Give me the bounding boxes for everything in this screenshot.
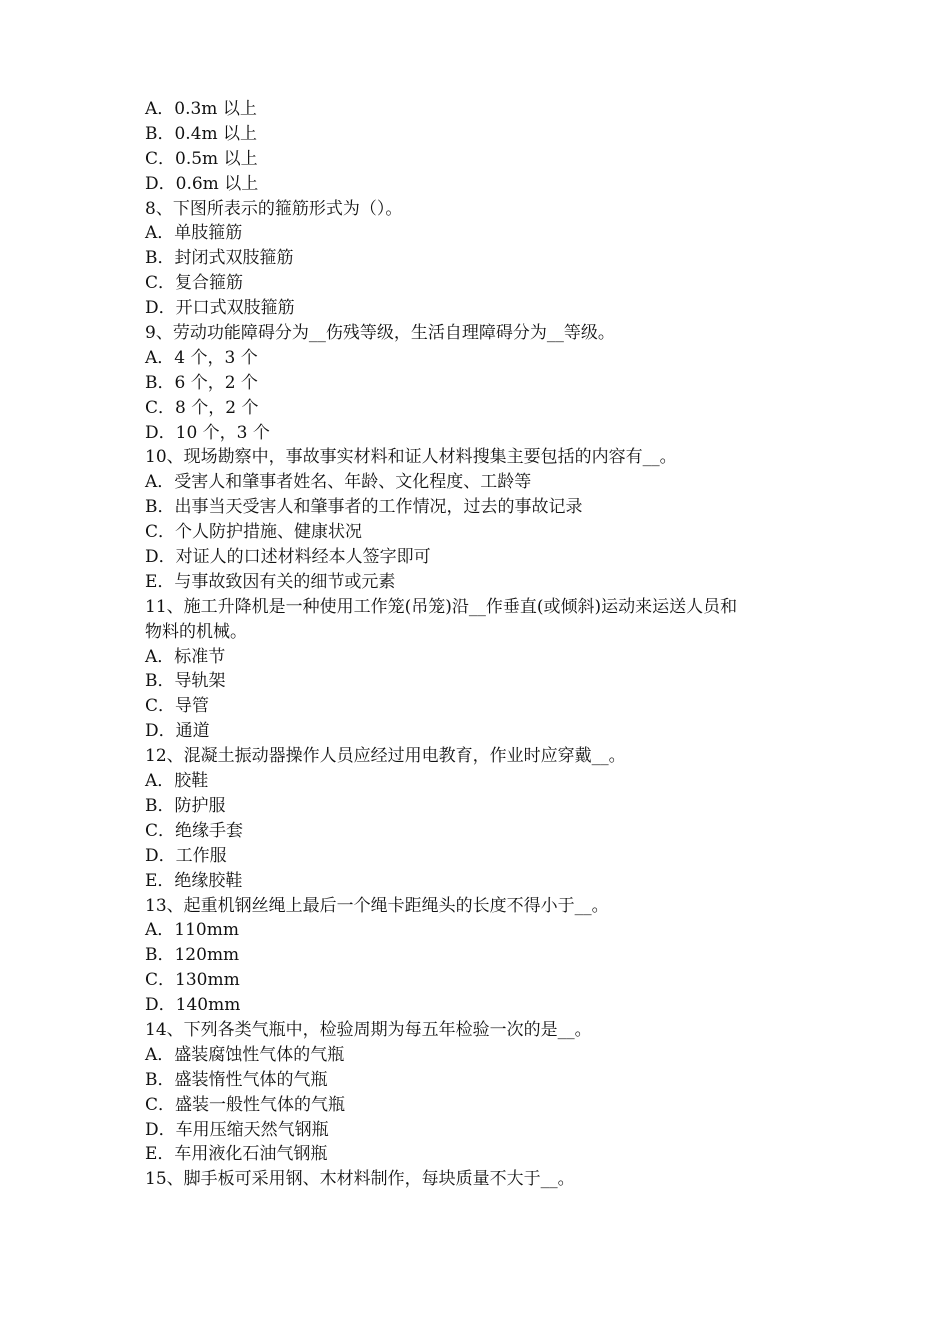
answer-option: C．个人防护措施、健康状况: [145, 522, 363, 543]
answer-option: A．单肢箍筋: [145, 223, 243, 244]
question-stem: 12、混凝土振动器操作人员应经过用电教育，作业时应穿戴__。: [145, 746, 626, 767]
answer-option: B．6 个，2 个: [145, 372, 258, 393]
answer-option: A．110mm: [145, 920, 239, 941]
answer-option: A．4 个，3 个: [145, 347, 258, 368]
question-stem: 14、下列各类气瓶中，检验周期为每五年检验一次的是__。: [145, 1019, 592, 1040]
answer-option: B．120mm: [145, 945, 240, 966]
answer-option: D．车用压缩天然气钢瓶: [145, 1119, 329, 1140]
answer-option: C．导管: [145, 696, 210, 717]
answer-option: C．0.5m 以上: [145, 148, 258, 169]
answer-option: D．10 个，3 个: [145, 422, 270, 443]
answer-option: D．对证人的口述材料经本人签字即可: [145, 547, 431, 568]
question-stem-continuation: 物料的机械。: [145, 621, 247, 642]
answer-option: D．通道: [145, 721, 210, 742]
exam-question-list: [145, 97, 825, 1192]
answer-option: C．130mm: [145, 970, 240, 991]
answer-option: C．8 个，2 个: [145, 397, 259, 418]
answer-option: C．盛装一般性气体的气瓶: [145, 1094, 346, 1115]
answer-option: C．绝缘手套: [145, 820, 244, 841]
answer-option: B．盛装惰性气体的气瓶: [145, 1069, 328, 1090]
answer-option: D．工作服: [145, 845, 227, 866]
question-stem: 13、起重机钢丝绳上最后一个绳卡距绳头的长度不得小于__。: [145, 895, 609, 916]
answer-option: A．胶鞋: [145, 771, 209, 792]
answer-option: A．受害人和肇事者姓名、年龄、文化程度、工龄等: [145, 472, 532, 493]
answer-option: A．0.3m 以上: [145, 99, 257, 119]
answer-option: B．出事当天受害人和肇事者的工作情况，过去的事故记录: [145, 497, 583, 518]
answer-option: B．0.4m 以上: [145, 123, 258, 144]
answer-option: A．标准节: [145, 646, 226, 667]
question-stem: 11、施工升降机是一种使用工作笼(吊笼)沿__作垂直(或倾斜)运动来运送人员和: [145, 596, 738, 617]
answer-option: B．防护服: [145, 795, 226, 816]
answer-option: D．140mm: [145, 995, 241, 1016]
answer-option: E．绝缘胶鞋: [145, 870, 243, 891]
answer-option: E．与事故致因有关的细节或元素: [145, 571, 396, 592]
question-stem: 8、下图所表示的箍筋形式为（）。: [145, 198, 403, 219]
question-stem: 10、现场勘察中，事故事实材料和证人材料搜集主要包括的内容有__。: [145, 447, 677, 468]
answer-option: E．车用液化石油气钢瓶: [145, 1144, 328, 1165]
answer-option: D．开口式双肢箍筋: [145, 298, 295, 319]
answer-option: B．封闭式双肢箍筋: [145, 248, 294, 269]
answer-option: B．导轨架: [145, 671, 226, 692]
question-stem: 15、脚手板可采用钢、木材料制作，每块质量不大于__。: [145, 1169, 575, 1190]
question-stem: 9、劳动功能障碍分为__伤残等级，生活自理障碍分为__等级。: [145, 323, 615, 344]
answer-option: C．复合箍筋: [145, 273, 244, 294]
answer-option: D．0.6m 以上: [145, 173, 259, 194]
answer-option: A．盛装腐蚀性气体的气瓶: [145, 1044, 345, 1065]
